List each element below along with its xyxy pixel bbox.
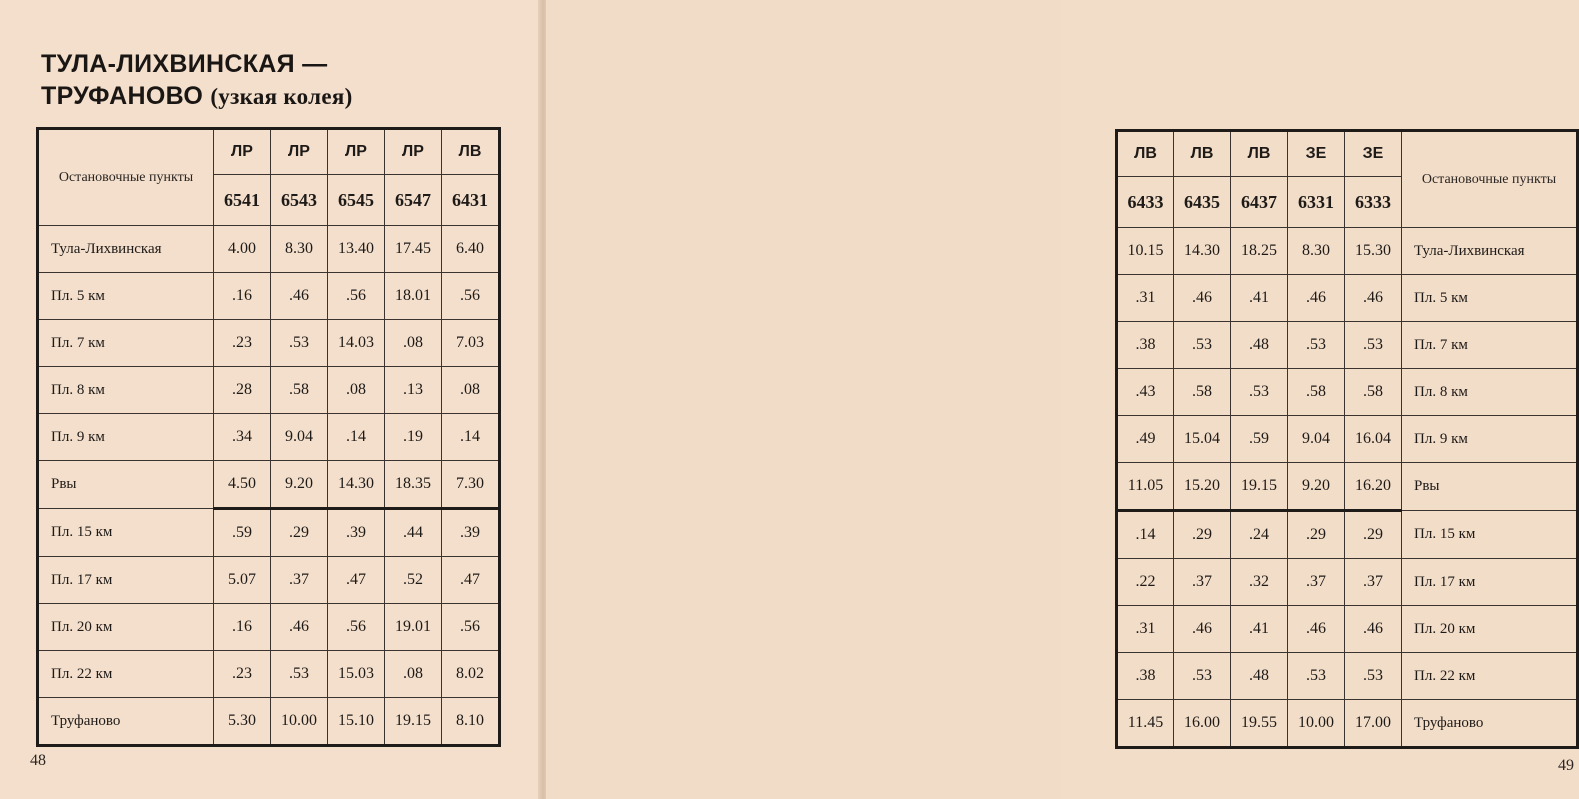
stop-name-cell: Рвы bbox=[38, 461, 214, 509]
time-cell: 8.02 bbox=[442, 651, 500, 698]
time-cell: 16.00 bbox=[1174, 700, 1231, 748]
timetable-return bbox=[1115, 129, 1579, 749]
time-cell: 19.15 bbox=[385, 698, 442, 746]
stops-column-header: Остановочные пункты bbox=[58, 169, 194, 185]
time-cell: .56 bbox=[442, 273, 500, 320]
timetable-row bbox=[38, 414, 500, 461]
time-cell: .58 bbox=[1288, 369, 1345, 416]
time-cell: .49 bbox=[1117, 416, 1174, 463]
timetable-row bbox=[1117, 416, 1578, 463]
line-code-cell: ЛР bbox=[271, 129, 328, 175]
train-number-cell: 6431 bbox=[442, 175, 500, 226]
train-number-cell: 6333 bbox=[1345, 177, 1402, 228]
line-code-cell: ЛВ bbox=[1231, 131, 1288, 177]
timetable-row bbox=[38, 557, 500, 604]
timetable-row bbox=[38, 651, 500, 698]
time-cell: .53 bbox=[1288, 653, 1345, 700]
timetable-row bbox=[38, 461, 500, 509]
train-number-cell: 6547 bbox=[385, 175, 442, 226]
timetable-row bbox=[1117, 275, 1578, 322]
timetable-row bbox=[1117, 463, 1578, 511]
header-row-codes bbox=[38, 129, 500, 175]
page-title bbox=[41, 48, 353, 113]
stop-name-cell: Пл. 15 км bbox=[1402, 511, 1578, 559]
time-cell: .37 bbox=[1288, 559, 1345, 606]
stop-name-cell: Пл. 8 км bbox=[38, 367, 214, 414]
stop-name-cell: Пл. 17 км bbox=[38, 557, 214, 604]
time-cell: .48 bbox=[1231, 322, 1288, 369]
header-row-codes bbox=[1117, 131, 1578, 177]
time-cell: .53 bbox=[1231, 369, 1288, 416]
timetable-row bbox=[1117, 700, 1578, 748]
time-cell: 17.00 bbox=[1345, 700, 1402, 748]
time-cell: .58 bbox=[1174, 369, 1231, 416]
stop-name-cell: Пл. 7 км bbox=[1402, 322, 1578, 369]
time-cell: .46 bbox=[1174, 275, 1231, 322]
time-cell: 15.04 bbox=[1174, 416, 1231, 463]
line-code-cell: ЗЕ bbox=[1288, 131, 1345, 177]
timetable-row bbox=[1117, 511, 1578, 559]
stop-name-cell: Пл. 9 км bbox=[1402, 416, 1578, 463]
time-cell: .59 bbox=[214, 509, 271, 557]
time-cell: .53 bbox=[271, 651, 328, 698]
time-cell: .46 bbox=[271, 604, 328, 651]
time-cell: 19.15 bbox=[1231, 463, 1288, 511]
time-cell: .53 bbox=[1174, 322, 1231, 369]
time-cell: 4.50 bbox=[214, 461, 271, 509]
time-cell: 4.00 bbox=[214, 226, 271, 273]
timetable-row bbox=[38, 226, 500, 273]
time-cell: .39 bbox=[442, 509, 500, 557]
stop-name-cell: Пл. 5 км bbox=[38, 273, 214, 320]
timetable-row bbox=[38, 698, 500, 746]
time-cell: .08 bbox=[385, 320, 442, 367]
time-cell: .52 bbox=[385, 557, 442, 604]
stop-name-cell: Рвы bbox=[1402, 463, 1578, 511]
time-cell: 19.01 bbox=[385, 604, 442, 651]
time-cell: .34 bbox=[214, 414, 271, 461]
train-number-cell: 6435 bbox=[1174, 177, 1231, 228]
time-cell: 10.15 bbox=[1117, 228, 1174, 275]
line-code-cell: ЛВ bbox=[1174, 131, 1231, 177]
train-number-cell: 6541 bbox=[214, 175, 271, 226]
time-cell: 9.20 bbox=[271, 461, 328, 509]
time-cell: .29 bbox=[1345, 511, 1402, 559]
time-cell: 7.30 bbox=[442, 461, 500, 509]
line-code-cell: ЛР bbox=[385, 129, 442, 175]
time-cell: 19.55 bbox=[1231, 700, 1288, 748]
timetable-row bbox=[1117, 653, 1578, 700]
time-cell: .46 bbox=[1174, 606, 1231, 653]
time-cell: .48 bbox=[1231, 653, 1288, 700]
time-cell: 9.20 bbox=[1288, 463, 1345, 511]
time-cell: 14.03 bbox=[328, 320, 385, 367]
time-cell: .56 bbox=[442, 604, 500, 651]
stop-name-cell: Пл. 22 км bbox=[38, 651, 214, 698]
time-cell: 10.00 bbox=[271, 698, 328, 746]
time-cell: .46 bbox=[1288, 606, 1345, 653]
title-destination: ТРУФАНОВО bbox=[41, 82, 204, 110]
time-cell: .53 bbox=[1345, 653, 1402, 700]
timetable-row bbox=[38, 320, 500, 367]
line-code-cell: ЗЕ bbox=[1345, 131, 1402, 177]
time-cell: .38 bbox=[1117, 653, 1174, 700]
timetable-outbound bbox=[36, 127, 501, 747]
time-cell: 11.05 bbox=[1117, 463, 1174, 511]
stop-name-cell: Труфаново bbox=[38, 698, 214, 746]
time-cell: 18.35 bbox=[385, 461, 442, 509]
time-cell: .46 bbox=[271, 273, 328, 320]
time-cell: .58 bbox=[271, 367, 328, 414]
timetable-row bbox=[1117, 606, 1578, 653]
time-cell: .14 bbox=[1117, 511, 1174, 559]
time-cell: .29 bbox=[1288, 511, 1345, 559]
time-cell: 14.30 bbox=[1174, 228, 1231, 275]
time-cell: .41 bbox=[1231, 606, 1288, 653]
time-cell: 14.30 bbox=[328, 461, 385, 509]
time-cell: .19 bbox=[385, 414, 442, 461]
train-number-cell: 6543 bbox=[271, 175, 328, 226]
time-cell: .56 bbox=[328, 604, 385, 651]
time-cell: .08 bbox=[328, 367, 385, 414]
title-line-2 bbox=[41, 82, 353, 110]
time-cell: .14 bbox=[328, 414, 385, 461]
time-cell: .47 bbox=[328, 557, 385, 604]
time-cell: 10.00 bbox=[1288, 700, 1345, 748]
stop-name-cell: Пл. 8 км bbox=[1402, 369, 1578, 416]
time-cell: .37 bbox=[1345, 559, 1402, 606]
stop-name-cell: Пл. 15 км bbox=[38, 509, 214, 557]
stop-name-cell: Пл. 7 км bbox=[38, 320, 214, 367]
stop-name-cell: Пл. 9 км bbox=[38, 414, 214, 461]
time-cell: .53 bbox=[1345, 322, 1402, 369]
time-cell: 15.10 bbox=[328, 698, 385, 746]
time-cell: .39 bbox=[328, 509, 385, 557]
timetable-row bbox=[38, 367, 500, 414]
timetable-row bbox=[38, 509, 500, 557]
timetable-row bbox=[38, 604, 500, 651]
line-code-cell: ЛВ bbox=[442, 129, 500, 175]
time-cell: 15.03 bbox=[328, 651, 385, 698]
time-cell: 8.30 bbox=[271, 226, 328, 273]
time-cell: .29 bbox=[1174, 511, 1231, 559]
title-line-1: ТУЛА-ЛИХВИНСКАЯ — bbox=[41, 50, 328, 78]
time-cell: .28 bbox=[214, 367, 271, 414]
time-cell: 6.40 bbox=[442, 226, 500, 273]
time-cell: .38 bbox=[1117, 322, 1174, 369]
time-cell: .23 bbox=[214, 651, 271, 698]
time-cell: 15.20 bbox=[1174, 463, 1231, 511]
time-cell: 18.01 bbox=[385, 273, 442, 320]
stop-name-cell: Тула-Лихвинская bbox=[38, 226, 214, 273]
time-cell: 18.25 bbox=[1231, 228, 1288, 275]
time-cell: .29 bbox=[271, 509, 328, 557]
time-cell: .22 bbox=[1117, 559, 1174, 606]
time-cell: .47 bbox=[442, 557, 500, 604]
time-cell: .31 bbox=[1117, 275, 1174, 322]
time-cell: 9.04 bbox=[1288, 416, 1345, 463]
time-cell: .08 bbox=[442, 367, 500, 414]
time-cell: 8.30 bbox=[1288, 228, 1345, 275]
time-cell: .53 bbox=[271, 320, 328, 367]
time-cell: 5.30 bbox=[214, 698, 271, 746]
stop-name-cell: Тула-Лихвинская bbox=[1402, 228, 1578, 275]
time-cell: .43 bbox=[1117, 369, 1174, 416]
time-cell: .24 bbox=[1231, 511, 1288, 559]
timetable-row bbox=[38, 273, 500, 320]
stop-name-cell: Пл. 20 км bbox=[38, 604, 214, 651]
time-cell: 16.20 bbox=[1345, 463, 1402, 511]
time-cell: .53 bbox=[1174, 653, 1231, 700]
time-cell: .32 bbox=[1231, 559, 1288, 606]
stop-name-cell: Пл. 20 км bbox=[1402, 606, 1578, 653]
time-cell: 11.45 bbox=[1117, 700, 1174, 748]
left-page bbox=[0, 0, 540, 799]
timetable-row bbox=[1117, 369, 1578, 416]
train-number-cell: 6433 bbox=[1117, 177, 1174, 228]
page-number-left: 48 bbox=[30, 752, 46, 769]
right-page bbox=[546, 0, 1574, 799]
time-cell: .37 bbox=[271, 557, 328, 604]
line-code-cell: ЛР bbox=[214, 129, 271, 175]
stop-name-cell: Пл. 5 км bbox=[1402, 275, 1578, 322]
time-cell: .08 bbox=[385, 651, 442, 698]
stop-name-cell: Пл. 17 км bbox=[1402, 559, 1578, 606]
train-number-cell: 6331 bbox=[1288, 177, 1345, 228]
time-cell: 13.40 bbox=[328, 226, 385, 273]
time-cell: .13 bbox=[385, 367, 442, 414]
stop-name-cell: Труфаново bbox=[1402, 700, 1578, 748]
time-cell: .16 bbox=[214, 273, 271, 320]
page-number-right: 49 bbox=[1558, 757, 1574, 774]
time-cell: 15.30 bbox=[1345, 228, 1402, 275]
line-code-cell: ЛР bbox=[328, 129, 385, 175]
title-track-note: (узкая колея) bbox=[210, 84, 353, 109]
time-cell: .53 bbox=[1288, 322, 1345, 369]
time-cell: 17.45 bbox=[385, 226, 442, 273]
timetable-row bbox=[1117, 228, 1578, 275]
train-number-cell: 6437 bbox=[1231, 177, 1288, 228]
time-cell: .58 bbox=[1345, 369, 1402, 416]
time-cell: 8.10 bbox=[442, 698, 500, 746]
time-cell: .41 bbox=[1231, 275, 1288, 322]
train-number-cell: 6545 bbox=[328, 175, 385, 226]
time-cell: .37 bbox=[1174, 559, 1231, 606]
time-cell: .44 bbox=[385, 509, 442, 557]
stops-column-header: Остановочные пункты bbox=[1402, 131, 1578, 228]
time-cell: .46 bbox=[1288, 275, 1345, 322]
timetable-row bbox=[1117, 322, 1578, 369]
time-cell: .31 bbox=[1117, 606, 1174, 653]
time-cell: 9.04 bbox=[271, 414, 328, 461]
time-cell: 16.04 bbox=[1345, 416, 1402, 463]
time-cell: .59 bbox=[1231, 416, 1288, 463]
time-cell: .23 bbox=[214, 320, 271, 367]
timetable-row bbox=[1117, 559, 1578, 606]
time-cell: 7.03 bbox=[442, 320, 500, 367]
stop-name-cell: Пл. 22 км bbox=[1402, 653, 1578, 700]
time-cell: .16 bbox=[214, 604, 271, 651]
time-cell: .14 bbox=[442, 414, 500, 461]
line-code-cell: ЛВ bbox=[1117, 131, 1174, 177]
time-cell: .46 bbox=[1345, 606, 1402, 653]
time-cell: 5.07 bbox=[214, 557, 271, 604]
time-cell: .56 bbox=[328, 273, 385, 320]
time-cell: .46 bbox=[1345, 275, 1402, 322]
